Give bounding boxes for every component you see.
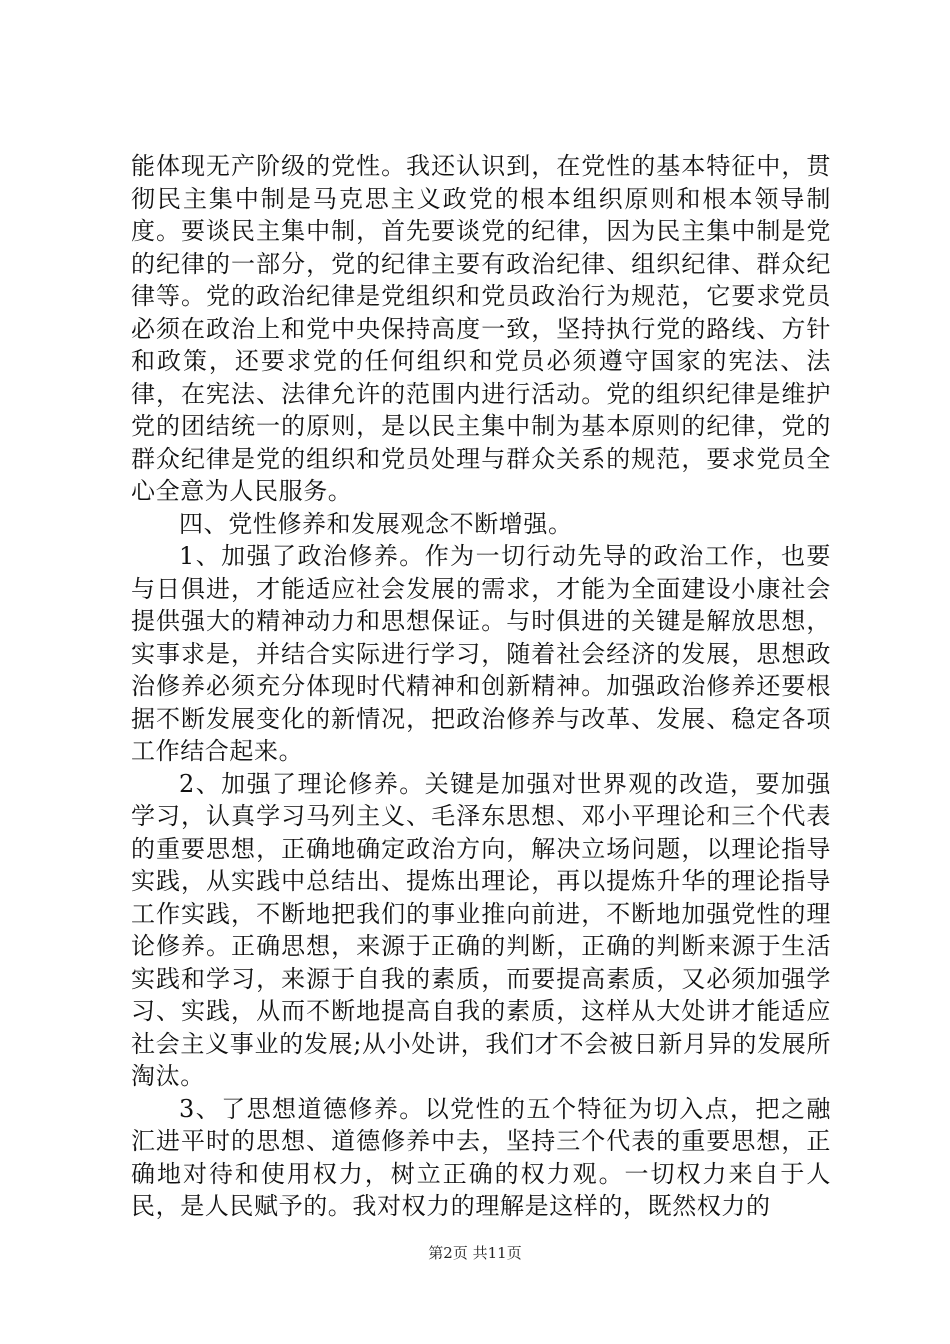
paragraph-theory-cultivation: 2、加强了理论修养。关键是加强对世界观的改造，要加强学习，认真学习马列主义、毛泽东思想、邓小平理论和三个代表的重要思想，正确地确定政治方向，解决立场问题，以理论指导实践，从实践中总结出、提炼出理论，再以提炼升华的理论指导工作实践，不断地把我们的事业推向前进，不断地加强党性的理论修养。正确思想，来源于正确的判断，正确的判断来源于生活实践和学习，来源于自我的素质，而要提高素质，又必须加强学习、实践，从而不断地提高自我的素质，这样从大处讲才能适应社会主义事业的发展;从小处讲，我们才不会被日新月异的发展所淘汰。	[131, 769, 831, 1090]
section-heading: 四、党性修养和发展观念不断增强。	[179, 509, 573, 538]
document-body	[131, 150, 831, 1223]
paragraph-continuation: 能体现无产阶级的党性。我还认识到，在党性的基本特征中，贯彻民主集中制是马克思主义政党的根本组织原则和根本领导制度。要谈民主集中制，首先要谈党的纪律，因为民主集中制是党的纪律的一部分，党的纪律主要有政治纪律、组织纪律、群众纪律等。党的政治纪律是党组织和党员政治行为规范，它要求党员必须在政治上和党中央保持高度一致，坚持执行党的路线、方针和政策，还要求党的任何组织和党员必须遵守国家的宪法、法律，在宪法、法律允许的范围内进行活动。党的组织纪律是维护党的团结统一的原则，是以民主集中制为基本原则的纪律，党的群众纪律是党的组织和党员处理与群众关系的规范，要求党员全心全意为人民服务。	[131, 152, 831, 505]
page-number-footer: 第2页 共11页	[428, 1244, 522, 1262]
paragraph-moral-cultivation: 3、了思想道德修养。以党性的五个特征为切入点，把之融汇进平时的思想、道德修养中去，坚持三个代表的重要思想，正确地对待和使用权力，树立正确的权力观。一切权力来自于人民，是人民赋予的。我对权力的理解是这样的，既然权力的	[131, 1094, 831, 1220]
paragraph-political-cultivation: 1、加强了政治修养。作为一切行动先导的政治工作，也要与日俱进，才能适应社会发展的需求，才能为全面建设小康社会提供强大的精神动力和思想保证。与时俱进的关键是解放思想，实事求是，并结合实际进行学习，随着社会经济的发展，思想政治修养必须充分体现时代精神和创新精神。加强政治修养还要根据不断发展变化的新情况，把政治修养与改革、发展、稳定各项工作结合起来。	[131, 542, 831, 765]
